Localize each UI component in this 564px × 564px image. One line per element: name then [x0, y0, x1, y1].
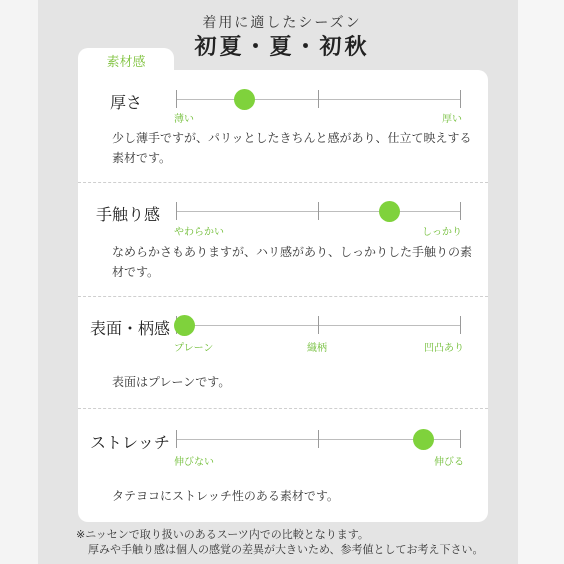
season-value: 初夏・夏・初秋 [194, 35, 370, 60]
level-indicator [413, 429, 434, 450]
scale-tick [318, 430, 319, 448]
section-title: 表面・柄感 [90, 319, 171, 338]
scale-tick [318, 202, 319, 220]
section-texture [78, 182, 488, 296]
material-feel-tab: 素材感 [78, 48, 174, 76]
section-description: タテヨコにストレッチ性のある素材です。 [112, 489, 339, 503]
level-indicator [174, 315, 195, 336]
section-surface-pattern [78, 296, 488, 408]
level-indicator [234, 89, 255, 110]
section-title: 厚さ [110, 93, 143, 112]
section-title: 手触り感 [96, 205, 161, 224]
section-title: ストレッチ [90, 433, 170, 452]
scale-label-right: 伸びる [434, 457, 464, 468]
material-feel-card [78, 70, 488, 522]
level-indicator [379, 201, 400, 222]
scale-label-left: 薄い [174, 114, 194, 125]
section-thickness [78, 70, 488, 182]
scale-tick [176, 90, 177, 108]
footnote-comparison: ※ニッセンで取り扱いのあるスーツ内での比較となります。 [76, 528, 369, 541]
scale-label-right: 凹凸あり [424, 343, 464, 354]
scale-tick [460, 430, 461, 448]
scale-tick [460, 90, 461, 108]
scale-label-left: プレーン [174, 343, 214, 354]
scale-tick [318, 316, 319, 334]
scale-tick [176, 430, 177, 448]
season-label: 着用に適したシーズン [202, 15, 362, 31]
left-margin [0, 0, 38, 564]
scale-tick [176, 202, 177, 220]
scale-label-left: 伸びない [174, 457, 214, 468]
footnote-disclaimer: 厚みや手触り感は個人の感覚の差異が大きいため、参考値としてお考え下さい。 [88, 543, 484, 556]
scale-label-right: 厚い [442, 114, 462, 125]
scale-tick [318, 90, 319, 108]
scale-tick [460, 202, 461, 220]
right-margin [518, 0, 564, 564]
scale-tick [460, 316, 461, 334]
section-description: なめらかさもありますが、ハリ感があり、しっかりした手触りの素材です。 [112, 245, 473, 279]
section-stretch [78, 408, 488, 522]
scale-label-left: やわらかい [174, 227, 224, 238]
section-description: 少し薄手ですが、パリッとしたきちんと感があり、仕立て映えする素材です。 [112, 131, 472, 165]
scale-label-center: 織柄 [307, 343, 327, 354]
scale-label-right: しっかり [422, 227, 462, 238]
section-description: 表面はプレーンです。 [112, 375, 231, 389]
